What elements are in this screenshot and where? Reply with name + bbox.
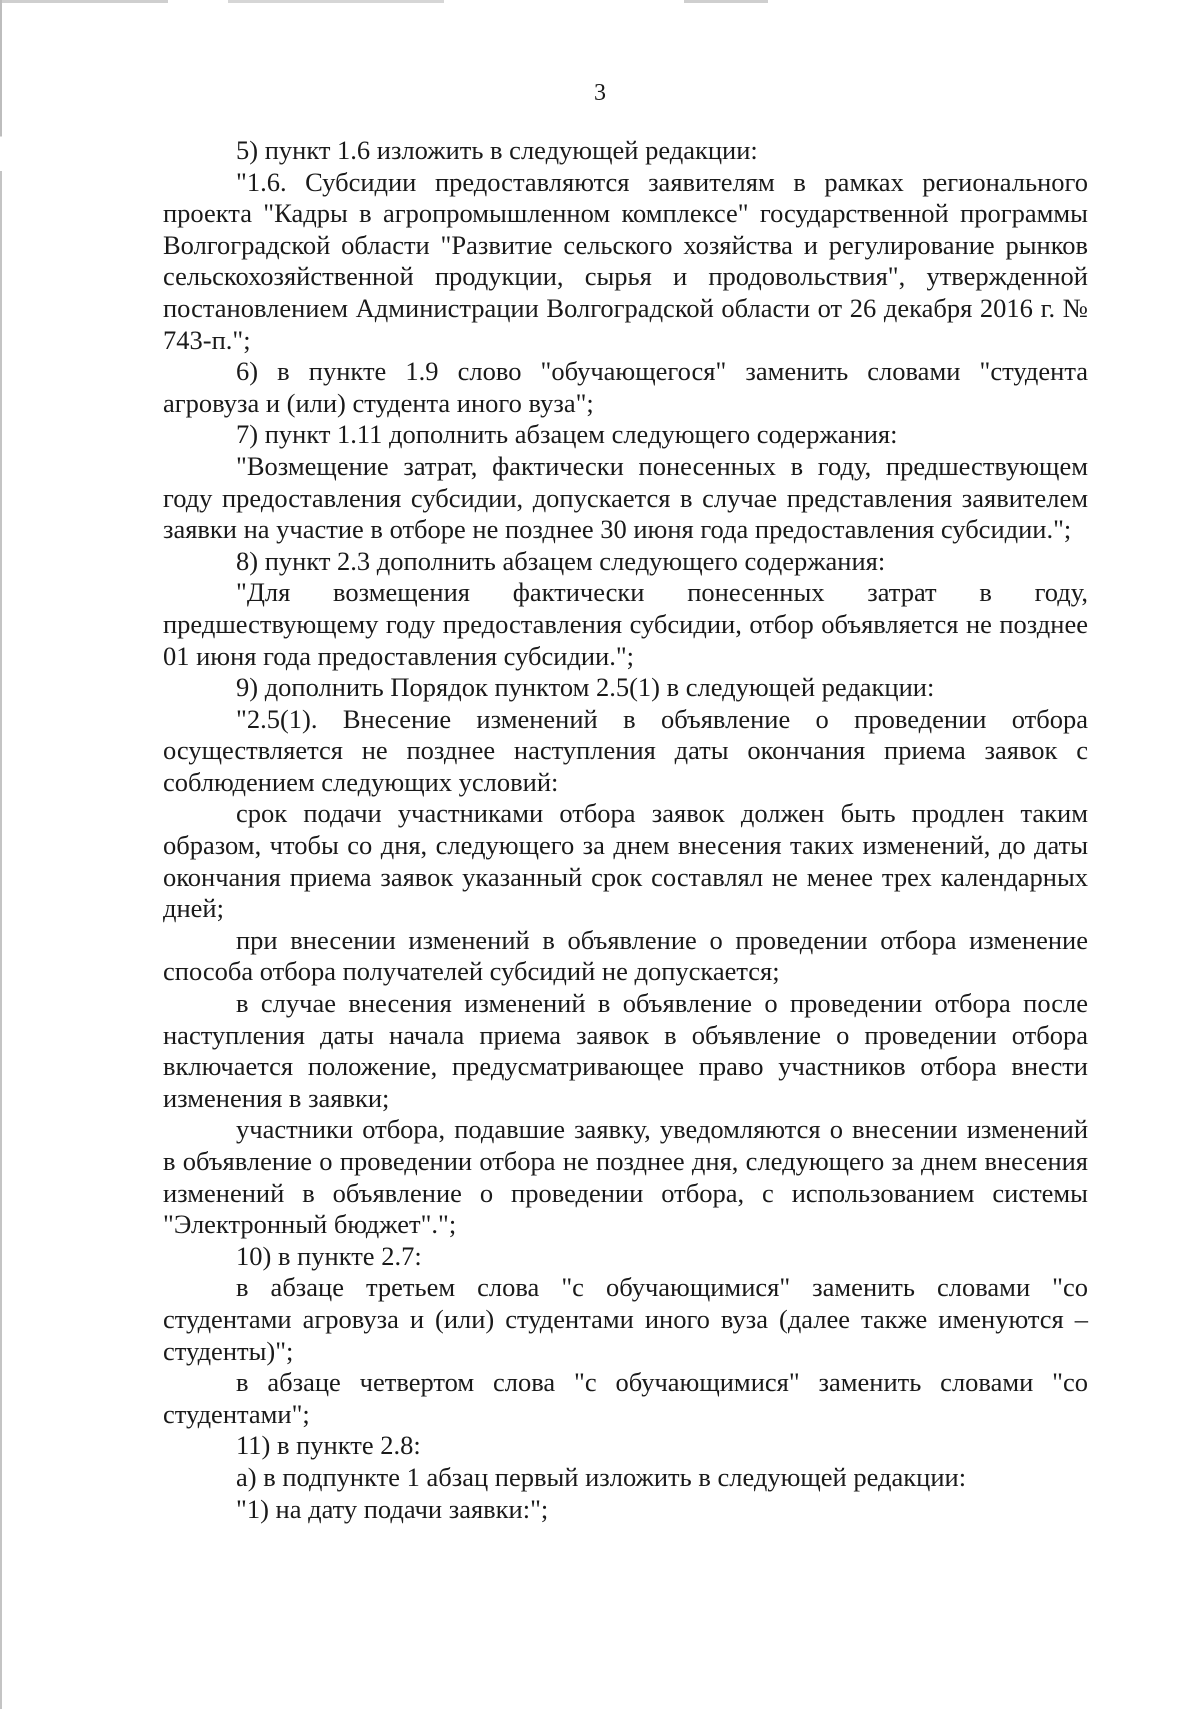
paragraph: 5) пункт 1.6 изложить в следующей редакции: <box>236 135 758 165</box>
paragraph: участники отбора, подавшие заявку, уведомляются о внесении изменений в объявление о проведении отбора не позднее дня, следующего за днем внесения изменений в объявление о проведении отбора, с использованием системы "Электронный бюджет"."; <box>163 1114 1088 1240</box>
paragraph: "Возмещение затрат, фактически понесенных в году, предшествующем году предоставления субсидии, допускается в случае представления заявителем заявки на участие в отборе не позднее 30 июня года предоставления субсидии."; <box>163 450 1088 545</box>
paragraph: "1) на дату подачи заявки:"; <box>236 1493 549 1524</box>
paragraph: в случае внесения изменений в объявление о проведении отбора после наступления даты начала приема заявок в объявление о проведении отбора включается положение, предусматривающее право участников отбора внести изменения в заявки; <box>163 988 1088 1113</box>
paragraph: а) в подпункте 1 абзац первый изложить в следующей редакции: <box>236 1461 967 1492</box>
paragraph: "1.6. Субсидии предоставляются заявителям в рамках регионального проекта "Кадры в агропромышленном комплексе" государственной программы Волгоградской области "Развитие сельского хозяйства и регулирование рынков сельскохозяйственной продукции, сырья и продовольствия", утвержденной постановлением Администрации Волгоградской области от 26 декабря 2016 г. № 743-п."; <box>163 166 1088 355</box>
paragraph: 9) дополнить Порядок пунктом 2.5(1) в следующей редакции: <box>236 672 935 703</box>
paragraph: 8) пункт 2.3 дополнить абзацем следующего содержания: <box>236 545 886 576</box>
paragraph: в абзаце четвертом слова "с обучающимися" заменить словами "со студентами"; <box>163 1367 1088 1429</box>
paragraph: срок подачи участниками отбора заявок должен быть продлен таким образом, чтобы со дня, следующего за днем внесения таких изменений, до даты окончания приема заявок указанный срок составлял не менее трех календарных дней; <box>163 798 1088 924</box>
paragraph: 11) в пункте 2.8: <box>236 1430 421 1461</box>
paragraph: 7) пункт 1.11 дополнить абзацем следующего содержания: <box>236 419 898 450</box>
paragraph: в абзаце третьем слова "с обучающимися" заменить словами "со студентами агровуза и (или) студентами иного вуза (далее также именуются – студенты)"; <box>163 1272 1088 1366</box>
paragraph: 6) в пункте 1.9 слово "обучающегося" заменить словами "студента агровуза и (или) студента иного вуза"; <box>163 356 1088 418</box>
document-body <box>163 135 1088 1525</box>
page-number: 3 <box>594 80 606 106</box>
paragraph: 10) в пункте 2.7: <box>236 1240 422 1271</box>
paragraph: при внесении изменений в объявление о проведении отбора изменение способа отбора получателей субсидий не допускается; <box>163 924 1088 987</box>
paragraph: "2.5(1). Внесение изменений в объявление о проведении отбора осуществляется не позднее наступления даты окончания приема заявок с соблюдением следующих условий: <box>163 703 1088 797</box>
paragraph: "Для возмещения фактически понесенных затрат в году, предшествующему году предоставления субсидии, отбор объявляется не позднее 01 июня года предоставления субсидии."; <box>163 577 1088 671</box>
scan-edge-top <box>0 0 1200 3</box>
scan-edge-left <box>0 0 2 1709</box>
